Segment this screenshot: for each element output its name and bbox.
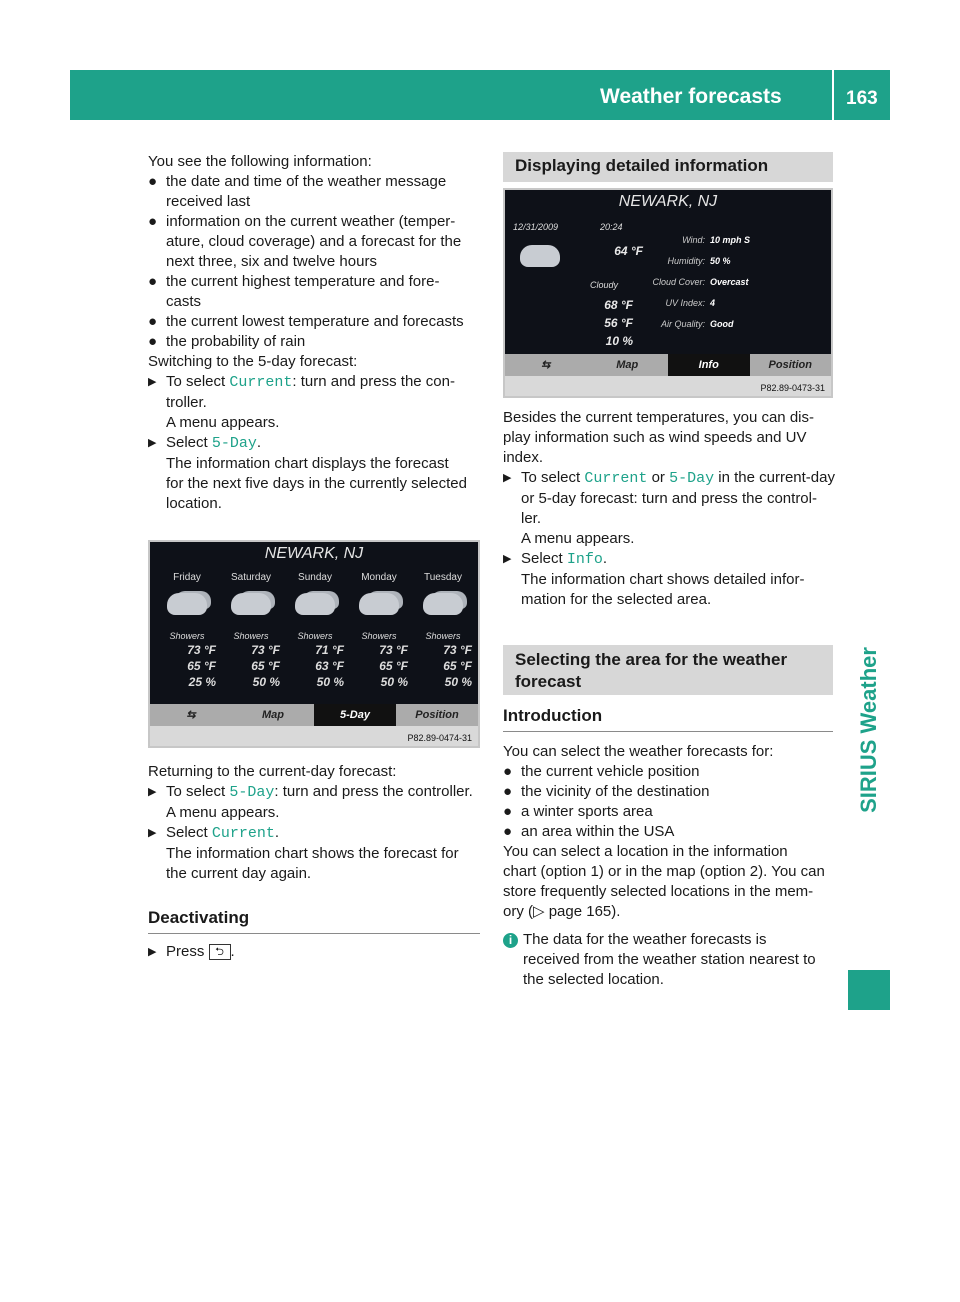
list-item: ● the date and time of the weather message [148,173,447,190]
menu-current: Current [229,374,293,391]
list-item: ature, cloud coverage) and a forecast for the [166,233,462,250]
section-rule [503,731,833,732]
step-item: ▶ Select 5-Day. [148,434,262,452]
menu-map[interactable]: Map [262,709,284,721]
list-item: ● the vicinity of the destination [503,783,710,800]
page-title: Weather forecasts [600,85,782,108]
list-item: ● the current vehicle position [503,763,700,780]
menu-position[interactable]: Position [768,359,812,371]
left-column: You see the following information: ● the date and time of the weather message received last ● information on the current weather (temper- ature, cloud coverage) and a forecast for the next three, six and twelve hours ● the current highest temperature and fore- casts ● the current lowest temperature and forecasts ● the probability of rain Switching to the 5-day forecast: ▶ To select Current: turn and press the con- troller. A menu appears. ▶ Select 5-Day. The information chart displays the forecast for the next five days in the currently selected location. [148,152,480,514]
cloud-rain-icon [423,593,463,615]
step-item: ▶ To select 5-Day: turn and press the controller. [148,783,473,801]
cloud-rain-icon [359,593,399,615]
header-divider [832,70,834,120]
right-column-2: You can select the weather forecasts for: ● the current vehicle position ● the vicinity of the destination ● a winter sports area ● an area within the USA You can select a location in the information chart (option 1) or in the map (option 2). You can store frequently selected locations in the mem- ory (▷ page 165). i The data for the weather forecasts is received from the weather station nearest to the selected location. [503,742,835,990]
screen-date: 12/31/2009 [513,222,559,232]
intro-text: You see the following information: [148,153,372,170]
cloud-icon [520,245,560,267]
list-item: next three, six and twelve hours [166,253,377,270]
section-selecting-area: Selecting the area for the weather forecast [503,645,833,695]
side-tab-label: SIRIUS Weather [856,647,881,813]
cloud-rain-icon [295,593,335,615]
list-item: ● the current highest temperature and fore- [148,273,440,290]
info-note: i The data for the weather forecasts is [503,930,835,950]
detail-labels: Wind: Humidity: Cloud Cover: UV Index: Air Quality: [652,235,705,329]
list-item: ● an area within the USA [503,823,675,840]
info-screen [503,188,833,398]
day-column: Friday Showers 73 °F 65 °F 25 % [158,572,216,689]
menu-5day: 5-Day [211,435,257,452]
screen-menu-bar [505,354,831,376]
menu-5day[interactable]: 5-Day [314,704,396,726]
image-code: P82.89-0474-31 [407,733,472,743]
back-icon[interactable]: ⇆ [541,359,551,371]
menu-map[interactable]: Map [616,359,639,371]
info-icon: i [503,933,518,948]
list-item: casts [166,293,202,310]
returning-text: Returning to the current-day forecast: [148,763,397,780]
side-marker [848,970,890,1010]
five-day-screen [148,540,480,748]
side-tab [848,500,890,960]
back-button-icon: ⮌ [209,944,231,960]
screen-time: 20:24 [600,222,623,232]
subsection-introduction: Introduction [503,706,603,725]
image-code: P82.89-0473-31 [760,383,825,393]
list-item: ● the probability of rain [148,333,306,350]
section-deactivating: Deactivating [148,908,250,927]
rain-prob: 10 % [605,334,633,348]
high-temp: 68 °F [604,298,633,312]
day-column: Tuesday Showers 73 °F 65 °F 50 % [424,572,472,689]
switch-5day-text: Switching to the 5-day forecast: [148,353,358,370]
section-rule [148,933,480,934]
step-item: ▶ Select Info. [503,550,608,568]
current-temp: 64 °F [614,244,643,258]
day-column: Monday Showers 73 °F 65 °F 50 % [350,572,408,689]
screen-menu-bar [150,704,478,726]
page-number: 163 [846,88,878,109]
step-item: ▶ To select Current: turn and press the con- [148,373,455,391]
right-column: Besides the current temperatures, you can dis- play information such as wind speeds and UV index. ▶ To select Current or 5-Day in the current-day or 5-day forecast: turn and press the control- ler. A menu appears. ▶ Select Info. The information chart shows detailed infor- mation for the selected area. [503,409,835,608]
step-item: ▶ To select Current or 5-Day in the current-day [503,469,835,487]
list-item: received last [166,193,251,210]
left-column-2: Returning to the current-day forecast: ▶ To select 5-Day: turn and press the controller. A menu appears. ▶ Select Current. The information chart shows the forecast for the current day again. [148,762,480,884]
press-step: ▶ Press ⮌ . [148,943,235,960]
cloud-rain-icon [167,593,207,615]
menu-info[interactable]: Info [668,354,750,376]
menu-position[interactable]: Position [415,709,459,721]
screen-title: NEWARK, NJ [264,545,364,562]
list-item: ● a winter sports area [503,803,653,820]
low-temp: 56 °F [604,316,633,330]
screen-title: NEWARK, NJ [618,193,718,210]
list-item: ● information on the current weather (temper- [148,213,456,230]
list-item: ● the current lowest temperature and forecasts [148,313,464,330]
section-detailed-info: Displaying detailed information [503,152,833,182]
day-column: Saturday Showers 73 °F 65 °F 50 % [230,572,280,689]
cloud-rain-icon [231,593,271,615]
step-item: ▶ Select Current. [148,824,280,842]
detail-values: 10 mph S 50 % Overcast 4 Good [710,235,751,329]
back-icon[interactable]: ⇆ [186,709,196,721]
condition: Cloudy [590,280,619,290]
day-column: Sunday Showers 71 °F 63 °F 50 % [286,572,344,689]
